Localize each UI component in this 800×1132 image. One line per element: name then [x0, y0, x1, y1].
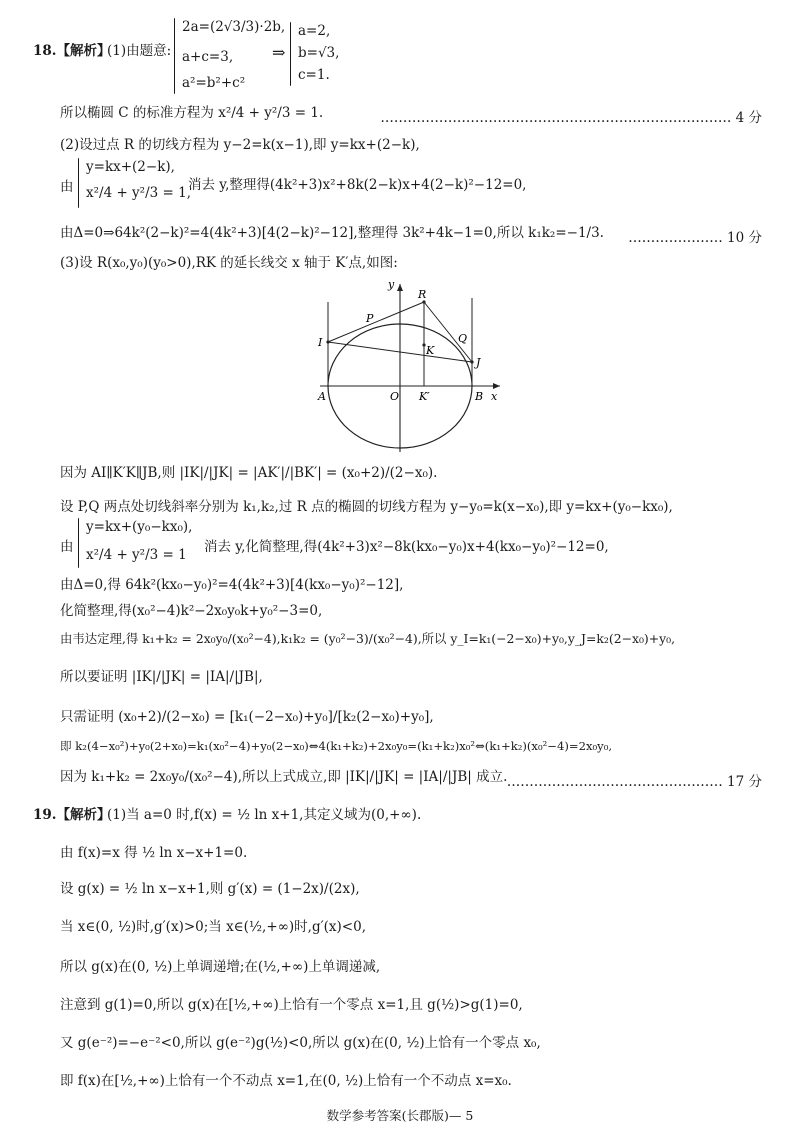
q18-part3-sys2: x²/4 + y²/3 = 1 [86, 547, 187, 563]
x-axis-arrow [493, 383, 500, 389]
q18-part3-simplify: 化简整理,得(x₀²−4)k²−2x₀y₀k+y₀²−3=0, [60, 603, 323, 619]
q18-part3-slopes: 设 P,Q 两点处切线斜率分别为 k₁,k₂,过 R 点的椭圆的切线方程为 y−y₀=k(x−x₀),即 y=kx+(y₀−kx₀), [60, 499, 673, 515]
q18-part3-vieta: 由韦达定理,得 k₁+k₂ = 2x₀y₀/(x₀²−4),k₁k₂ = (y₀²−3)/(x₀²−4),所以 y_I=k₁(−2−x₀)+y₀,y_J=k₂(2−x₀)+y₀, [60, 631, 676, 646]
q18-ellipse-equation: 所以椭圆 C 的标准方程为 x²/4 + y²/3 = 1. [60, 105, 324, 121]
q18-part3-equivalence: 即 k₂(4−x₀²)+y₀(2+x₀)=k₁(x₀²−4)+y₀(2−x₀)⇔4(k₁+k₂)+2x₀y₀=(k₁+k₂)x₀²⇔(k₁+k₂)(x₀²−4)=2x₀y₀, [60, 739, 613, 753]
label-x: x [491, 390, 498, 403]
label-J: J [476, 356, 481, 369]
q18-part3-ratio: 因为 AI∥K′K∥JB,则 |IK|/|JK| = |AK′|/|BK′| = (x₀+2)/(2−x₀). [60, 465, 438, 481]
page-footer: 数学参考答案(长郡版)— 5 [326, 1108, 474, 1123]
q18-part2-lead: 由 [60, 179, 74, 195]
q19-monotonicity: 所以 g(x)在(0, ½)上单调递增;在(½,+∞)上单调递减, [60, 959, 381, 975]
q19-sign-analysis: 当 x∈(0, ½)时,g′(x)>0;当 x∈(½,+∞)时,g′(x)<0, [60, 919, 366, 935]
tangent-line-IR [328, 302, 424, 342]
q18-part3-sys1: y=kx+(y₀−kx₀), [86, 519, 193, 535]
q18-part1-intro: (1)由题意: [107, 43, 172, 59]
q18-system-brace [174, 18, 175, 94]
q19-part1-def: (1)当 a=0 时,f(x) = ½ ln x+1,其定义域为(0,+∞). [107, 807, 422, 823]
label-Q: Q [458, 332, 468, 345]
q19-number: 19.【解析】 [33, 807, 111, 823]
label-P: P [366, 312, 374, 325]
q18-part3-delta: 由Δ=0,得 64k²(kx₀−y₀)²=4(4k²+3)[4(kx₀−y₀)²−12], [60, 577, 404, 593]
label-B: B [475, 390, 484, 403]
q18-part3-conclusion: 因为 k₁+k₂ = 2x₀y₀/(x₀²−4),所以上式成立,即 |IK|/|JK| = |IA|/|JB| 成立. [60, 769, 508, 785]
q19-zero-two: 又 g(e⁻²)=−e⁻²<0,所以 g(e⁻²)g(½)<0,所以 g(x)在(0, ½)上恰有一个零点 x₀, [60, 1035, 541, 1051]
label-I: I [318, 336, 323, 349]
implies-arrow: ⇒ [272, 43, 286, 62]
label-K-prime: K′ [419, 390, 430, 403]
q18-part3-brace [78, 518, 79, 568]
q18-part3-lead: 由 [60, 539, 74, 555]
q18-number: 18.【解析】 [33, 43, 111, 59]
label-K: K [426, 344, 435, 357]
q18-result-a: a=2, [298, 23, 331, 39]
q18-system-eq3: a²=b²+c² [182, 75, 246, 91]
q18-system-eq2: a+c=3, [182, 49, 234, 65]
q18-score-17: ………………………………………… 17 分 [506, 774, 762, 790]
label-y: y [388, 278, 395, 291]
q19-fixed-point-eq: 由 f(x)=x 得 ½ ln x−x+1=0. [60, 845, 248, 861]
q18-part2-quadratic: 消去 y,整理得(4k²+3)x²+8k(2−k)x+4(2−k)²−12=0, [188, 177, 527, 193]
q19-derivative: 设 g(x) = ½ ln x−x+1,则 g′(x) = (1−2x)/(2x), [60, 881, 360, 897]
y-axis-arrow [397, 284, 403, 291]
q18-part3-setup: (3)设 R(x₀,y₀)(y₀>0),RK 的延长线交 x 轴于 K′点,如图: [60, 255, 398, 271]
q18-result-b: b=√3, [298, 45, 340, 61]
q18-result-c: c=1. [298, 67, 330, 83]
q18-part3-goal: 所以要证明 |IK|/|JK| = |IA|/|JB|, [60, 669, 263, 685]
ellipse-tangent-figure [300, 276, 510, 456]
q18-part2-discriminant: 由Δ=0⇒64k²(2−k)²=4(4k²+3)[4(2−k)²−12],整理得 3k²+4k−1=0,所以 k₁k₂=−1/3. [60, 225, 604, 241]
q18-part3-quadratic: 消去 y,化简整理,得(4k²+3)x²−8k(kx₀−y₀)x+4(kx₀−y₀)²−12=0, [204, 539, 609, 555]
q18-part2-sys1: y=kx+(2−k), [86, 159, 175, 175]
q18-part2-tangent: (2)设过点 R 的切线方程为 y−2=k(x−1),即 y=kx+(2−k), [60, 137, 420, 153]
q19-conclusion: 即 f(x)在[½,+∞)上恰有一个不动点 x=1,在(0, ½)上恰有一个不动点 x=x₀. [60, 1073, 512, 1089]
label-O: O [390, 390, 400, 403]
q18-result-brace [290, 22, 291, 86]
q18-score-10: ………………… 10 分 [628, 230, 762, 246]
q18-part2-sys2: x²/4 + y²/3 = 1, [86, 185, 192, 201]
point-I [326, 340, 329, 343]
q18-system-eq1: 2a=(2√3/3)·2b, [182, 19, 286, 35]
q19-zero-one: 注意到 g(1)=0,所以 g(x)在[½,+∞)上恰有一个零点 x=1,且 g(½)>g(1)=0, [60, 997, 523, 1013]
q18-part2-brace [78, 158, 79, 208]
point-J [470, 360, 473, 363]
label-A: A [318, 390, 326, 403]
label-R: R [418, 288, 427, 301]
q18-part3-suffices: 只需证明 (x₀+2)/(2−x₀) = [k₁(−2−x₀)+y₀]/[k₂(2−x₀)+y₀], [60, 709, 434, 725]
q18-score-4: …………………………………………………………………… 4 分 [380, 110, 762, 126]
